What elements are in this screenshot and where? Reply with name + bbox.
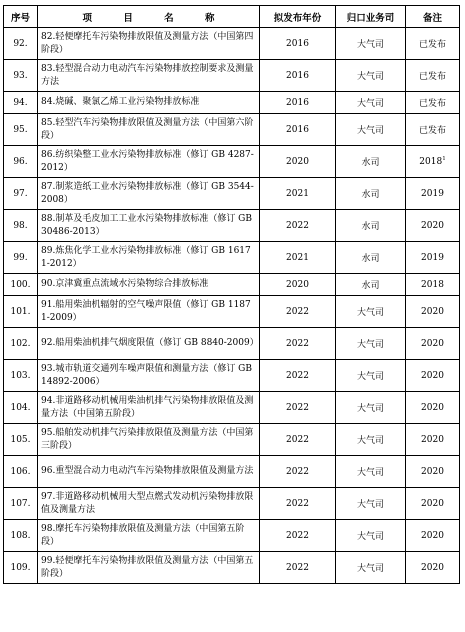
release-year-cell — [260, 274, 336, 296]
project-name-cell — [38, 60, 260, 92]
department: 水司 — [361, 254, 380, 264]
row-number: 93. — [13, 70, 28, 81]
project-name-cell — [38, 178, 260, 210]
project-name: 93.城市轨道交通列车噪声限值和测量方法（修订 GB 14892-2006） — [41, 363, 252, 387]
release-year-cell — [260, 92, 336, 114]
row-number: 106. — [10, 466, 31, 477]
footnote-marker: 1 — [442, 155, 446, 162]
row-number: 95. — [13, 124, 28, 135]
department-cell — [336, 328, 406, 360]
project-name-cell — [38, 28, 260, 60]
header-name: 项 目 名 称 — [38, 6, 260, 28]
release-year: 2022 — [286, 498, 309, 509]
note: 2020 — [421, 338, 444, 349]
note: 2018 — [419, 156, 443, 167]
release-year-cell — [260, 424, 336, 456]
table-row — [4, 28, 460, 60]
note: 2019 — [421, 188, 444, 199]
row-number: 104. — [10, 402, 31, 413]
release-year-cell — [260, 392, 336, 424]
table-row — [4, 114, 460, 146]
department-cell — [336, 114, 406, 146]
row-number: 103. — [10, 370, 31, 381]
note: 2018 — [421, 279, 444, 290]
row-number: 100. — [10, 279, 31, 290]
project-name: 82.轻便摩托车污染物排放限值及测量方法（中国第四阶段） — [41, 31, 254, 55]
department: 大气司 — [356, 500, 384, 510]
department: 大气司 — [356, 126, 384, 136]
project-name: 96.重型混合动力电动汽车污染物排放限值及测量方法 — [41, 466, 254, 476]
project-name-cell — [38, 520, 260, 552]
project-name: 83.轻型混合动力电动汽车污染物排放控制要求及测量方法 — [41, 63, 254, 87]
row-number: 97. — [13, 188, 28, 199]
project-name: 98.摩托车污染物排放限值及测量方法（中国第五阶段） — [41, 523, 245, 547]
note: 2020 — [421, 306, 444, 317]
project-name-cell — [38, 328, 260, 360]
department-cell — [336, 28, 406, 60]
note: 已发布 — [418, 126, 446, 136]
note-cell — [406, 520, 460, 552]
release-year-cell — [260, 296, 336, 328]
row-number-cell — [4, 456, 38, 488]
release-year: 2020 — [286, 156, 309, 167]
release-year-cell — [260, 242, 336, 274]
row-number: 96. — [13, 156, 28, 167]
table-row — [4, 274, 460, 296]
row-number: 107. — [10, 498, 31, 509]
note-cell — [406, 210, 460, 242]
department: 水司 — [361, 158, 380, 168]
note: 2020 — [421, 498, 444, 509]
table-header — [4, 6, 460, 28]
standards-table — [3, 5, 460, 584]
project-name-cell — [38, 456, 260, 488]
department: 水司 — [361, 222, 380, 232]
row-number-cell — [4, 488, 38, 520]
project-name-cell — [38, 210, 260, 242]
table-row — [4, 242, 460, 274]
note: 已发布 — [418, 72, 446, 82]
release-year: 2022 — [286, 562, 309, 573]
department: 大气司 — [356, 40, 384, 50]
department: 大气司 — [356, 532, 384, 542]
row-number: 102. — [10, 338, 31, 349]
project-name: 85.轻型汽车污染物排放限值及测量方法（中国第六阶段） — [41, 117, 254, 141]
row-number-cell — [4, 274, 38, 296]
row-number-cell — [4, 392, 38, 424]
table-row — [4, 552, 460, 584]
note-cell — [406, 60, 460, 92]
row-number: 105. — [10, 434, 31, 445]
department: 大气司 — [356, 564, 384, 574]
release-year: 2022 — [286, 370, 309, 381]
department-cell — [336, 424, 406, 456]
release-year: 2016 — [286, 38, 309, 49]
table-row — [4, 296, 460, 328]
release-year-cell — [260, 114, 336, 146]
row-number: 108. — [10, 530, 31, 541]
release-year-cell — [260, 146, 336, 178]
note-cell — [406, 392, 460, 424]
release-year: 2022 — [286, 402, 309, 413]
row-number-cell — [4, 328, 38, 360]
project-name-cell — [38, 552, 260, 584]
department-cell — [336, 178, 406, 210]
department: 大气司 — [356, 340, 384, 350]
release-year: 2016 — [286, 70, 309, 81]
row-number-cell — [4, 28, 38, 60]
row-number: 98. — [13, 220, 28, 231]
project-name-cell — [38, 242, 260, 274]
row-number: 101. — [10, 306, 31, 317]
note: 2020 — [421, 220, 444, 231]
note-cell — [406, 28, 460, 60]
project-name: 89.炼焦化学工业水污染物排放标准（修订 GB 16171-2012） — [41, 245, 251, 269]
note-cell — [406, 552, 460, 584]
release-year-cell — [260, 178, 336, 210]
note-cell — [406, 274, 460, 296]
department-cell — [336, 274, 406, 296]
table-row — [4, 488, 460, 520]
release-year-cell — [260, 520, 336, 552]
release-year-cell — [260, 488, 336, 520]
note: 已发布 — [418, 99, 446, 109]
release-year: 2022 — [286, 466, 309, 477]
row-number-cell — [4, 296, 38, 328]
table-row — [4, 456, 460, 488]
project-name: 84.烧碱、聚氯乙烯工业污染物排放标准 — [41, 97, 200, 107]
header-year: 拟发布年份 — [260, 6, 336, 28]
row-number-cell — [4, 146, 38, 178]
project-name: 87.制浆造纸工业水污染物排放标准（修订 GB 3544-2008） — [41, 181, 254, 205]
department: 大气司 — [356, 404, 384, 414]
department: 水司 — [361, 281, 380, 291]
department-cell — [336, 146, 406, 178]
department: 大气司 — [356, 308, 384, 318]
department-cell — [336, 210, 406, 242]
department-cell — [336, 456, 406, 488]
table-row — [4, 520, 460, 552]
note: 已发布 — [418, 40, 446, 50]
note-cell — [406, 242, 460, 274]
note: 2020 — [421, 466, 444, 477]
project-name: 86.纺织染整工业水污染物排放标准（修订 GB 4287-2012） — [41, 149, 254, 173]
row-number-cell — [4, 552, 38, 584]
release-year-cell — [260, 360, 336, 392]
table-row — [4, 210, 460, 242]
department-cell — [336, 552, 406, 584]
department: 大气司 — [356, 372, 384, 382]
row-number-cell — [4, 60, 38, 92]
release-year: 2016 — [286, 124, 309, 135]
table-row — [4, 146, 460, 178]
department-cell — [336, 60, 406, 92]
row-number: 92. — [13, 38, 28, 49]
department-cell — [336, 92, 406, 114]
table-row — [4, 424, 460, 456]
project-name: 92.船用柴油机排气烟度限值（修订 GB 8840-2009） — [41, 338, 259, 348]
department-cell — [336, 392, 406, 424]
header-no: 序号 — [4, 6, 38, 28]
header-row — [4, 6, 460, 28]
release-year: 2020 — [286, 279, 309, 290]
release-year-cell — [260, 60, 336, 92]
note-cell — [406, 178, 460, 210]
note: 2020 — [421, 434, 444, 445]
note-cell — [406, 360, 460, 392]
project-name-cell — [38, 92, 260, 114]
department: 大气司 — [356, 72, 384, 82]
row-number: 94. — [13, 97, 28, 108]
header-dept: 归口业务司 — [336, 6, 406, 28]
department-cell — [336, 360, 406, 392]
row-number-cell — [4, 360, 38, 392]
note: 2020 — [421, 370, 444, 381]
row-number-cell — [4, 178, 38, 210]
release-year: 2022 — [286, 338, 309, 349]
row-number-cell — [4, 520, 38, 552]
note: 2019 — [421, 252, 444, 263]
release-year: 2021 — [286, 252, 309, 263]
project-name: 94.非道路移动机械用柴油机排气污染物排放限值及测量方法（中国第五阶段） — [41, 395, 254, 419]
project-name-cell — [38, 274, 260, 296]
department-cell — [336, 296, 406, 328]
department: 大气司 — [356, 468, 384, 478]
table-row — [4, 328, 460, 360]
project-name-cell — [38, 392, 260, 424]
row-number-cell — [4, 242, 38, 274]
project-name-cell — [38, 424, 260, 456]
project-name-cell — [38, 360, 260, 392]
row-number-cell — [4, 92, 38, 114]
department-cell — [336, 520, 406, 552]
note-cell — [406, 328, 460, 360]
table-row — [4, 92, 460, 114]
header-note: 备注 — [406, 6, 460, 28]
project-name: 90.京津冀重点流域水污染物综合排放标准 — [41, 279, 209, 289]
table-body — [4, 28, 460, 584]
note-cell — [406, 296, 460, 328]
note: 2020 — [421, 530, 444, 541]
release-year-cell — [260, 210, 336, 242]
project-name: 99.轻便摩托车污染物排放限值及测量方法（中国第五阶段） — [41, 555, 254, 579]
table-row — [4, 392, 460, 424]
release-year-cell — [260, 328, 336, 360]
release-year: 2022 — [286, 306, 309, 317]
note-cell — [406, 146, 460, 178]
note: 2020 — [421, 402, 444, 413]
row-number: 99. — [13, 252, 28, 263]
note-cell — [406, 424, 460, 456]
note-cell — [406, 456, 460, 488]
project-name-cell — [38, 114, 260, 146]
department-cell — [336, 242, 406, 274]
note-cell — [406, 114, 460, 146]
department: 大气司 — [356, 436, 384, 446]
table-row — [4, 360, 460, 392]
department: 大气司 — [356, 99, 384, 109]
release-year: 2022 — [286, 434, 309, 445]
department: 水司 — [361, 190, 380, 200]
note-cell — [406, 488, 460, 520]
release-year: 2021 — [286, 188, 309, 199]
project-name-cell — [38, 488, 260, 520]
note: 2020 — [421, 562, 444, 573]
release-year-cell — [260, 456, 336, 488]
row-number-cell — [4, 424, 38, 456]
row-number-cell — [4, 114, 38, 146]
table-row — [4, 60, 460, 92]
project-name: 91.船用柴油机辐射的空气噪声限值（修订 GB 11871-2009） — [41, 299, 251, 323]
project-name: 97.非道路移动机械用大型点燃式发动机污染物排放限值及测量方法 — [41, 491, 254, 515]
project-name-cell — [38, 146, 260, 178]
row-number: 109. — [10, 562, 31, 573]
row-number-cell — [4, 210, 38, 242]
release-year-cell — [260, 552, 336, 584]
release-year: 2016 — [286, 97, 309, 108]
project-name-cell — [38, 296, 260, 328]
project-name: 88.制革及毛皮加工工业水污染物排放标准（修订 GB 30486-2013） — [41, 213, 252, 237]
release-year-cell — [260, 28, 336, 60]
department-cell — [336, 488, 406, 520]
release-year: 2022 — [286, 530, 309, 541]
note-cell — [406, 92, 460, 114]
release-year: 2022 — [286, 220, 309, 231]
project-name: 95.船舶发动机排气污染排放限值及测量方法（中国第三阶段） — [41, 427, 254, 451]
table-row — [4, 178, 460, 210]
